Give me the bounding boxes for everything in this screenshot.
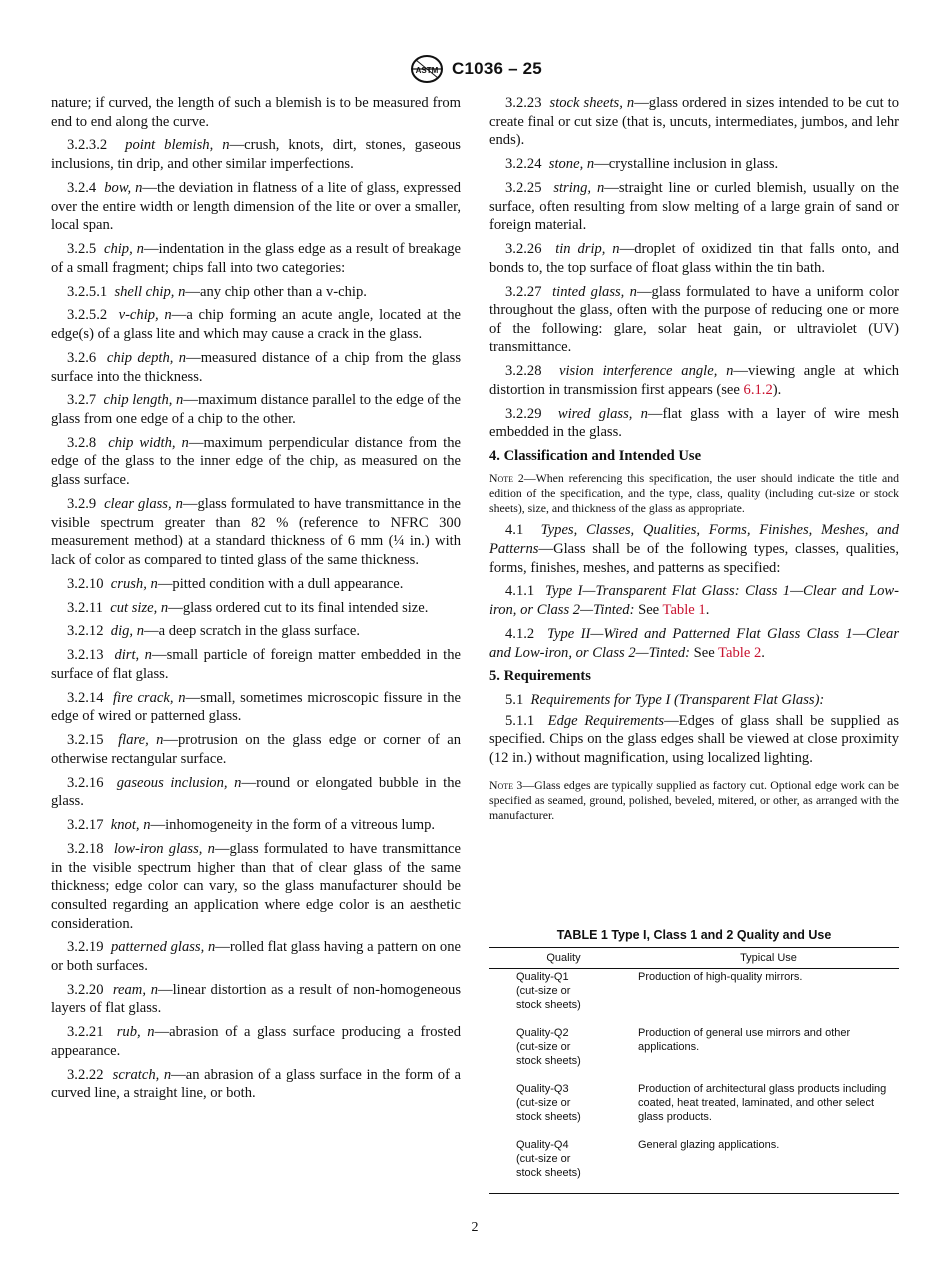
quality-line: (cut-size or — [516, 1041, 571, 1053]
definition-number: 3.2.5.2 — [67, 307, 108, 324]
definition-3-2-8 — [51, 434, 461, 490]
definition-text: —protrusion on the glass edge or corner of an otherwise rectangular surface. — [51, 732, 461, 767]
definition-text: —the deviation in flatness of a lite of glass, expressed over the entire width or length dimension of the lite or over a smaller, local span. — [51, 179, 461, 234]
definition-3-2-4 — [51, 179, 461, 235]
definition-term: chip, n — [103, 241, 144, 258]
definition-term: gaseous inclusion, n — [116, 774, 242, 791]
quality-line: Quality-Q3 — [516, 1083, 569, 1095]
definition-3-2-27 — [489, 283, 899, 357]
quality-cell — [489, 1025, 638, 1081]
definition-number: 3.2.21 — [67, 1024, 104, 1041]
definition-text: —glass ordered cut to its final intended size. — [168, 599, 429, 616]
definition-3-2-21 — [51, 1023, 461, 1060]
quality-line: Quality-Q2 — [516, 1027, 569, 1039]
definition-text: —viewing angle at which distortion in transmission first appears (see — [489, 363, 900, 398]
definition-term: stock sheets, n — [549, 95, 635, 111]
typical-use-cell: Production of high-quality mirrors. — [638, 971, 803, 983]
definition-term: clear glass, n — [104, 495, 183, 512]
para-4-1-1: 4.1.1 Type I—Transparent Flat Glass: Class 1—Clear and Low-iron, or Class 2—Tinted: See Table 1. — [489, 583, 899, 619]
definition-term: fire crack, n — [112, 689, 186, 706]
definition-term: scratch, n — [112, 1066, 172, 1083]
quality-line: stock sheets) — [516, 1111, 581, 1123]
definition-number: 3.2.12 — [67, 623, 104, 640]
definition-text: —abrasion of a glass surface producing a frosted appearance. — [51, 1024, 462, 1059]
quality-line: Quality-Q1 — [516, 971, 569, 983]
definition-term: chip length, n — [103, 392, 184, 409]
definition-text: —flat glass with a layer of wire mesh embedded in the glass. — [489, 405, 899, 441]
definition-text: —a chip forming an acute angle, located at the edge(s) of a glass lite and which may cause a crack in the glass. — [51, 307, 462, 343]
definition-text: —any chip other than a v-chip. — [185, 283, 367, 300]
definition-3-2-15 — [51, 731, 461, 768]
definition-text: —glass formulated to have a uniform color throughout the glass, often with the purpose of reducing one or more of the following: glare, solar heat gain, or ultraviolet (UV) transmittance. — [489, 283, 900, 356]
definition-text: —linear distortion as a result of non-homogeneous layers of flat glass. — [51, 981, 462, 1017]
definition-3-2-25 — [489, 179, 899, 235]
page-header — [0, 54, 950, 84]
definition-3-2-10 — [51, 575, 461, 594]
definition-number: 3.2.13 — [67, 647, 104, 664]
definition-number: 3.2.17 — [67, 817, 104, 834]
page-number: 2 — [471, 1220, 479, 1235]
definition-3-2-19 — [51, 938, 461, 975]
section-link[interactable]: 6.1.2 — [743, 381, 773, 398]
definition-text: —small particle of foreign matter embedded in the surface of flat glass. — [51, 647, 462, 682]
definition-term: low-iron glass, n — [113, 841, 215, 858]
definition-number: 3.2.28 — [505, 363, 542, 380]
table-row — [489, 1025, 899, 1081]
definition-3-2-16 — [51, 774, 461, 811]
quality-line: stock sheets) — [516, 999, 581, 1011]
definitions-continued — [489, 94, 899, 442]
definition-term: chip depth, n — [106, 349, 187, 366]
definition-text: —measured distance of a chip from the glass surface into the thickness. — [51, 349, 462, 385]
definition-3-2-6 — [51, 349, 461, 386]
table-2-link[interactable]: Table 2 — [718, 644, 762, 661]
definition-text: —droplet of oxidized tin that falls onto, and bonds to, the top surface of float glass within the tin bath. — [489, 241, 899, 276]
definition-3-2-28 — [489, 362, 899, 399]
definition-text: —glass formulated to have transmittance in the visible spectrum greater than 82 % (reference to NFRC 300 measurement method) at a standard thickness of 6 mm (¼ in.) with lack of color as compared to tinted glass of the same thickness. — [51, 495, 461, 568]
table-row — [489, 1081, 899, 1137]
definition-text: —rolled flat glass having a pattern on one or both surfaces. — [51, 939, 462, 974]
definition-term: ream, n — [112, 981, 158, 998]
definition-term: crush, n — [110, 575, 158, 592]
quality-line: stock sheets) — [516, 1167, 581, 1179]
definition-number: 3.2.20 — [67, 981, 104, 998]
definition-text: —crush, knots, dirt, stones, gaseous inclusions, tin drip, and other similar imperfections. — [51, 137, 461, 173]
definition-text: —inhomogeneity in the form of a vitreous lump. — [150, 817, 436, 834]
definition-3-2-29 — [489, 405, 899, 442]
definition-number: 3.2.29 — [505, 405, 542, 422]
definition-term: flare, n — [118, 732, 164, 749]
definition-number: 3.2.3.2 — [67, 137, 108, 154]
para-5-1: 5.1 Requirements for Type I (Transparent Flat Glass): — [505, 692, 825, 709]
definition-3-2-3-2 — [51, 136, 461, 173]
definition-3-2-26 — [489, 240, 899, 277]
definition-3-2-13 — [51, 646, 461, 683]
definition-term: wired glass, n — [557, 405, 648, 422]
definition-3-2-22 — [51, 1066, 461, 1103]
paragraph-text: nature; if curved, the length of such a blemish is to be measured from end to end along the curve. — [51, 95, 461, 130]
table-1 — [489, 928, 899, 1194]
definition-number: 3.2.5.1 — [67, 283, 108, 300]
definition-number: 3.2.19 — [67, 939, 104, 956]
para-5-1-1: 5.1.1 Edge Requirements—Edges of glass shall be supplied as specified. Chips on the glass edges shall be viewed at close proximity (12 in.) without magnification, using localized lighting. — [489, 712, 899, 767]
definition-3-2-14 — [51, 689, 461, 726]
para-4-1: 4.1 Types, Classes, Qualities, Forms, Finishes, Meshes, and Patterns—Glass shall be of the following types, classes, qualities, forms, finishes, meshes, and patterns as specified: — [489, 522, 899, 576]
definition-number: 3.2.23 — [505, 95, 542, 111]
table-1-title: TABLE 1 Type I, Class 1 and 2 Quality and Use — [556, 928, 832, 942]
note-3: Note 3—Glass edges are typically supplied as factory cut. Optional edge work can be specified as seamed, ground, polished, beveled, mitered, or other, as arranged with the manufacturer. — [489, 777, 899, 822]
definition-text: —small, sometimes microscopic fissure in the edge of wired or patterned glass. — [51, 689, 462, 725]
definition-number: 3.2.22 — [67, 1066, 104, 1083]
definition-3-2-20 — [51, 981, 461, 1018]
definition-3-2-11 — [51, 599, 461, 618]
definition-text: —maximum distance parallel to the edge of the glass from one edge of a chip to the other. — [51, 392, 461, 427]
definition-text: —a deep scratch in the glass surface. — [144, 623, 361, 640]
quality-line: stock sheets) — [516, 1055, 581, 1067]
definition-number: 3.2.14 — [67, 689, 104, 706]
definition-number: 3.2.10 — [67, 575, 104, 592]
right-column — [489, 94, 899, 828]
definition-number: 3.2.8 — [67, 434, 97, 451]
quality-cell — [489, 969, 638, 1026]
definition-text: —maximum perpendicular distance from the edge of the glass to the inner edge of the chip, as measured on the glass surface. — [51, 434, 462, 489]
definition-number: 3.2.26 — [505, 241, 542, 258]
typical-use-cell: Production of general use mirrors and other applications. — [638, 1027, 851, 1053]
definition-term: bow, n — [104, 179, 143, 196]
definition-term: vision interference angle, n — [558, 363, 734, 380]
table-row — [489, 1137, 899, 1194]
astm-logo-text: ASTM — [415, 66, 439, 75]
table-header-row — [489, 948, 899, 969]
definition-term: chip width, n — [108, 434, 189, 451]
section-4-heading: 4. Classification and Intended Use — [489, 448, 702, 465]
definition-text-end: ). — [772, 381, 782, 398]
definition-number: 3.2.7 — [67, 392, 97, 409]
definition-number: 3.2.25 — [505, 179, 542, 196]
left-column — [51, 94, 461, 1108]
continued-paragraph — [51, 94, 461, 131]
definition-3-2-5 — [51, 240, 461, 277]
definition-number: 3.2.11 — [67, 599, 103, 616]
document-designation: C1036 – 25 — [452, 59, 542, 78]
definition-term: tin drip, n — [555, 241, 620, 258]
definition-3-2-12 — [51, 622, 461, 641]
typical-use-cell: Production of architectural glass products including coated, heat treated, laminated, and other select glass products. — [638, 1083, 887, 1123]
definition-number: 3.2.4 — [67, 179, 97, 196]
definition-text: —straight line or curled blemish, usually on the surface, often resulting from slow melting of a large grain of sand or foreign material. — [489, 179, 900, 234]
definition-number: 3.2.18 — [67, 841, 104, 858]
definition-3-2-5-1 — [51, 283, 461, 302]
table-row — [489, 969, 899, 1026]
definition-text: —an abrasion of a glass surface in the form of a curved line, a straight line, or both. — [51, 1066, 461, 1102]
definition-term: rub, n — [116, 1024, 155, 1041]
definition-number: 3.2.16 — [67, 774, 104, 791]
para-4-1-2: 4.1.2 Type II—Wired and Patterned Flat Glass Class 1—Clear and Low-iron, or Class 2—Tinted: See Table 2. — [489, 625, 900, 661]
definition-term: stone, n — [548, 156, 595, 173]
definition-3-2-24 — [489, 155, 899, 174]
table-1-link[interactable]: Table 1 — [662, 602, 706, 619]
quality-line: Quality-Q4 — [516, 1139, 569, 1151]
definition-number: 3.2.24 — [505, 156, 542, 173]
definition-term: string, n — [553, 179, 605, 196]
definition-term: cut size, n — [110, 599, 169, 616]
definition-3-2-9 — [51, 495, 461, 569]
quality-line: (cut-size or — [516, 985, 571, 997]
definition-3-2-18 — [51, 840, 461, 933]
definition-term: point blemish, n — [125, 137, 230, 154]
definition-term: dig, n — [110, 623, 145, 640]
definition-term: dirt, n — [114, 647, 152, 664]
column-header-typical-use: Typical Use — [740, 952, 797, 964]
definition-text: —crystalline inclusion in glass. — [594, 156, 779, 173]
definition-text: —glass formulated to have transmittance in the visible spectrum higher than that of clear glass of the same thickness; edge color can vary, so the glass manufacturer should be consulted regarding an application where edge color is an aesthetic consideration. — [51, 841, 461, 932]
definition-term: knot, n — [110, 817, 151, 834]
definition-term: tinted glass, n — [552, 283, 637, 300]
definition-3-2-17 — [51, 816, 461, 835]
definition-3-2-23 — [489, 94, 899, 150]
definition-3-2-7 — [51, 391, 461, 428]
quality-cell — [489, 1137, 638, 1194]
table-1-grid — [489, 947, 899, 1194]
typical-use-cell: General glazing applications. — [638, 1139, 780, 1151]
definition-number: 3.2.15 — [67, 732, 104, 749]
definition-term: patterned glass, n — [110, 939, 216, 956]
note-2: Note 2—When referencing this specification, the user should indicate the title and edition of the specification, and the type, class, quality (including cut-size or stock sheets), size, and thickness of the glass as appropriate. — [489, 471, 899, 516]
definition-term: shell chip, n — [114, 283, 186, 300]
definition-text: —indentation in the glass edge as a result of breakage of a small fragment; chips fall into two categories: — [51, 241, 461, 276]
definition-term: v-chip, n — [118, 307, 172, 324]
definition-number: 3.2.9 — [67, 495, 97, 512]
section-5-heading: 5. Requirements — [489, 668, 591, 685]
definition-text: —round or elongated bubble in the glass. — [51, 774, 462, 810]
definition-number: 3.2.6 — [67, 349, 97, 366]
astm-logo-icon — [408, 54, 446, 84]
quality-line: (cut-size or — [516, 1153, 571, 1165]
quality-line: (cut-size or — [516, 1097, 571, 1109]
definition-3-2-5-2 — [51, 306, 461, 343]
definition-text: —pitted condition with a dull appearance. — [157, 575, 404, 592]
definition-number: 3.2.5 — [67, 241, 97, 258]
quality-cell — [489, 1081, 638, 1137]
definition-number: 3.2.27 — [505, 283, 542, 300]
column-header-quality: Quality — [546, 952, 581, 964]
definition-text: —glass ordered in sizes intended to be cut to create final or cut size (that is, uncuts, intermediates, jumbos, and lehr ends). — [489, 95, 899, 149]
